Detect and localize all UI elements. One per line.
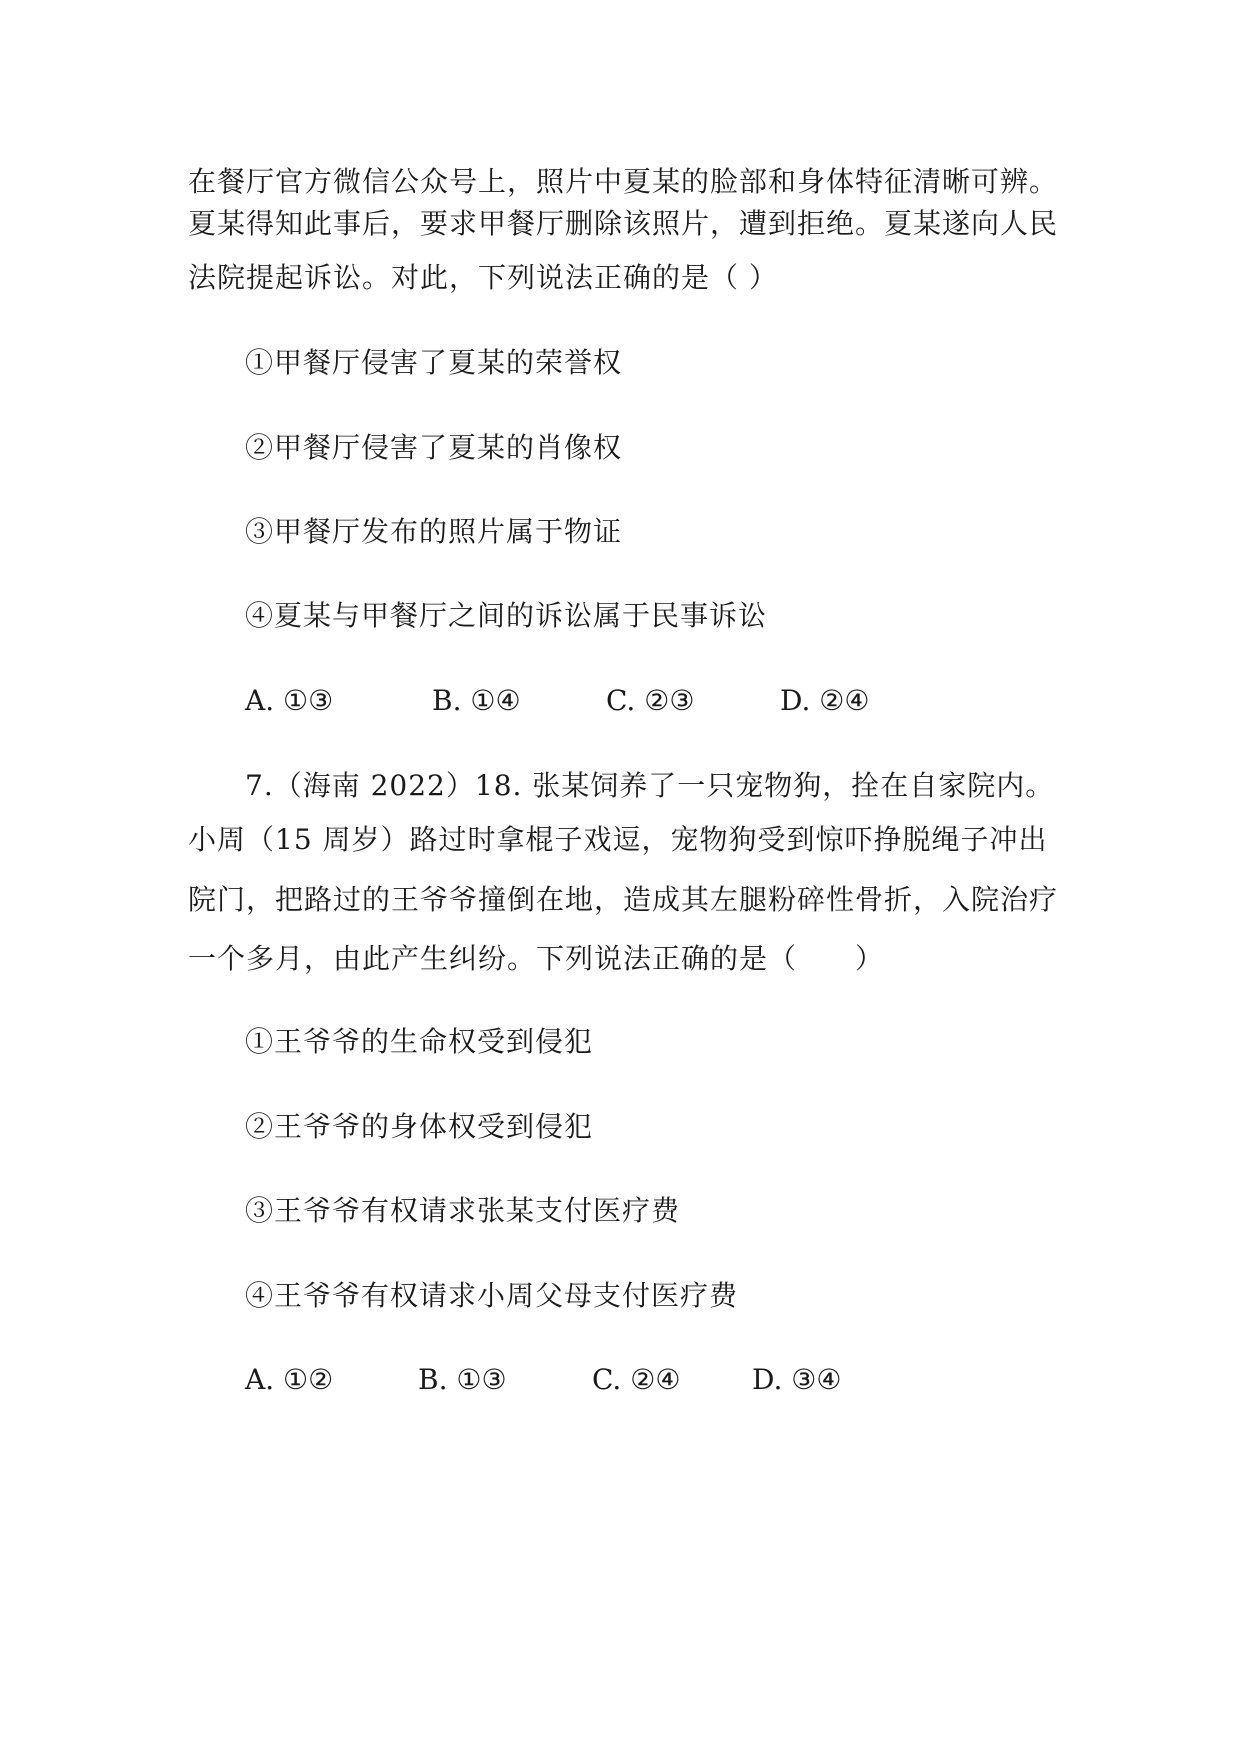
- q7-stem-line-2: 小周（15 周岁）路过时拿棍子戏逗，宠物狗受到惊吓挣脱绳子冲出: [188, 823, 1048, 856]
- q7-choice-c: C. ②④: [592, 1363, 681, 1396]
- q7-statement-4: ④王爷爷有权请求小周父母支付医疗费: [245, 1279, 739, 1312]
- q7-statement-2: ②王爷爷的身体权受到侵犯: [245, 1110, 594, 1143]
- q6-choice-c: C. ②③: [606, 684, 695, 717]
- q6-statement-2: ②甲餐厅侵害了夏某的肖像权: [245, 431, 623, 464]
- q6-statement-4: ④夏某与甲餐厅之间的诉讼属于民事诉讼: [245, 599, 768, 632]
- q6-statement-1: ①甲餐厅侵害了夏某的荣誉权: [245, 346, 623, 379]
- q7-statement-1: ①王爷爷的生命权受到侵犯: [245, 1025, 594, 1058]
- q7-choice-b: B. ①③: [418, 1363, 507, 1396]
- q6-stem-line-3: 法院提起诉讼。对此，下列说法正确的是（ ）: [188, 261, 778, 294]
- q7-choice-a: A. ①②: [245, 1363, 334, 1396]
- q7-stem-line-1: 7.（海南 2022）18. 张某饲养了一只宠物狗，拴在自家院内。: [245, 769, 1055, 802]
- q6-choice-a: A. ①③: [245, 684, 334, 717]
- q7-statement-3: ③王爷爷有权请求张某支付医疗费: [245, 1194, 681, 1227]
- q6-statement-3: ③甲餐厅发布的照片属于物证: [245, 515, 623, 548]
- q7-choice-d: D. ③④: [752, 1363, 842, 1396]
- q6-choice-b: B. ①④: [432, 684, 521, 717]
- q7-stem-line-4: 一个多月，由此产生纠纷。下列说法正确的是（ ）: [188, 942, 885, 975]
- q6-choice-d: D. ②④: [780, 684, 870, 717]
- q6-stem-line-1: 在餐厅官方微信公众号上，照片中夏某的脸部和身体特征清晰可辨。: [188, 165, 1059, 198]
- q6-stem-line-2: 夏某得知此事后，要求甲餐厅删除该照片，遭到拒绝。夏某遂向人民: [188, 207, 1059, 240]
- q7-stem-line-3: 院门，把路过的王爷爷撞倒在地，造成其左腿粉碎性骨折，入院治疗: [188, 883, 1059, 916]
